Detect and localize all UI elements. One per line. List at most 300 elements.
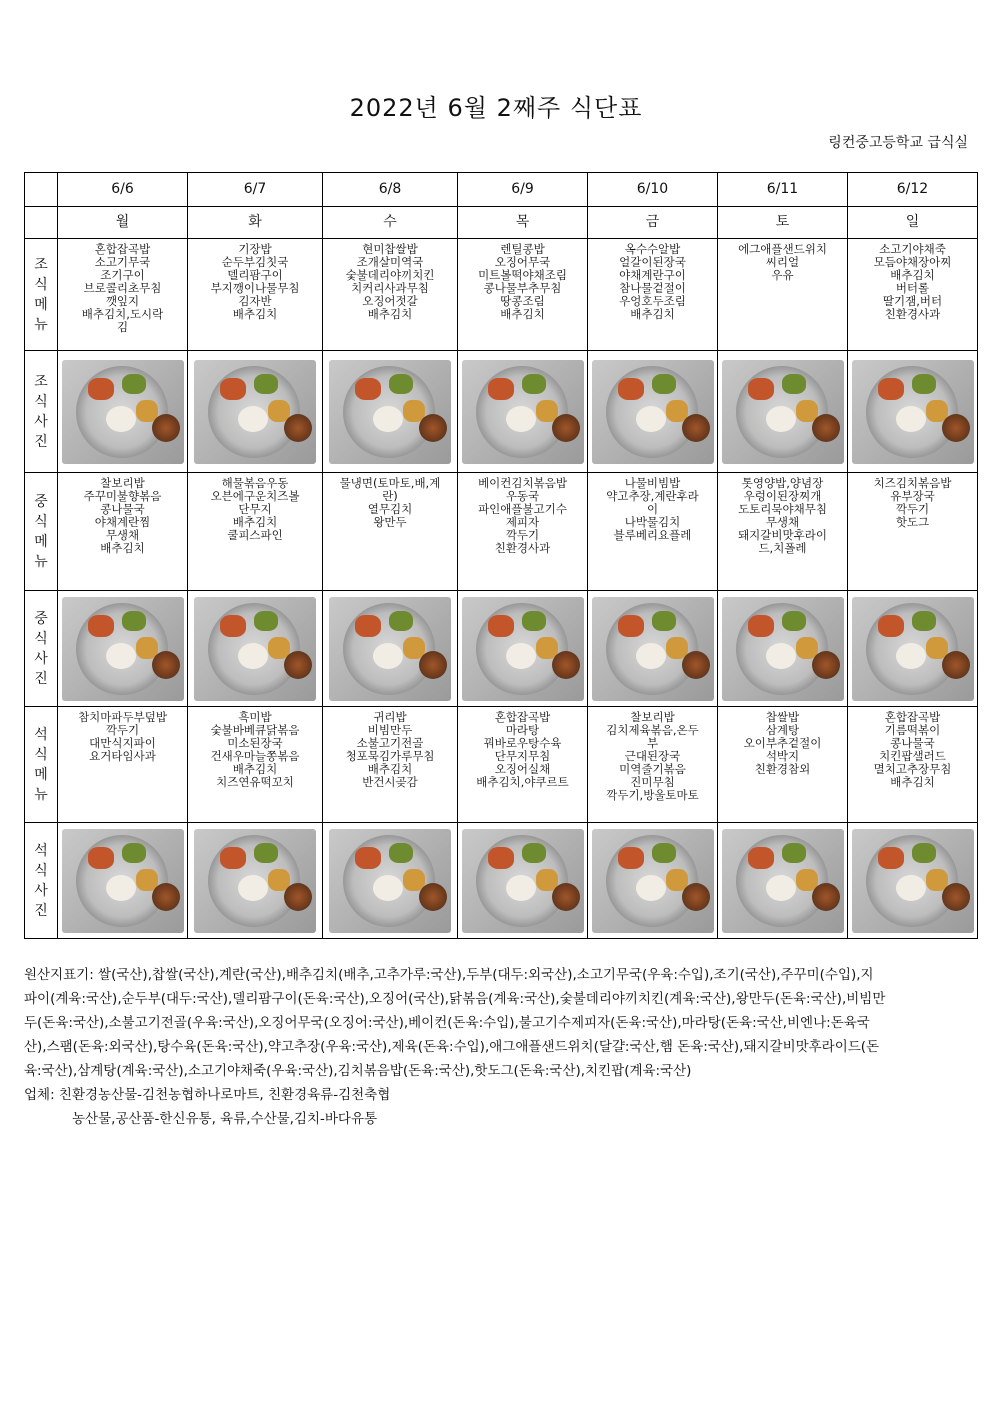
food-rice: [896, 875, 926, 901]
food-soup: [152, 883, 180, 911]
menu-item: 돼지갈비맛후라이: [738, 528, 827, 542]
meal-tray-photo: [329, 597, 451, 701]
menu-item: 깍두기: [505, 528, 540, 542]
food-food2: [652, 611, 676, 631]
meal-tray-photo: [592, 829, 714, 933]
origin-line: 산),스팸(돈육:외국산),탕수육(돈육:국산),약고추장(우육:국산),제육(돈육:수입),애그애플샌드위치(달걀:국산,햄 돈육:국산),돼지갈비맛후라이드(돈: [24, 1039, 880, 1055]
menu-item: 이: [646, 502, 659, 516]
food-food2: [122, 843, 146, 863]
meal-tray-photo: [462, 597, 584, 701]
meal-tray-photo: [592, 360, 714, 464]
menu-item: 제피자: [505, 515, 540, 529]
dinner-photo-cell: [588, 823, 718, 939]
row-label-text: [25, 609, 57, 689]
day-cell: 목: [458, 207, 588, 239]
food-food1: [488, 615, 514, 637]
meal-tray-photo: [852, 360, 974, 464]
row-label-char: 조: [34, 256, 48, 273]
food-rice: [766, 875, 796, 901]
lunch-menu-cell: [58, 473, 188, 591]
menu-item: 미소된장국: [227, 736, 283, 750]
menu-item: 블루베리요플레: [613, 528, 692, 542]
breakfast-menu-row: [25, 239, 978, 351]
food-food2: [912, 374, 936, 394]
lunch-menu-cell: [458, 473, 588, 591]
row-label-char: 뉴: [34, 786, 48, 803]
lunch-photo-cell: [588, 591, 718, 707]
lunch-photo-cell: [458, 591, 588, 707]
menu-item: 오이부추겉절이: [743, 736, 822, 750]
breakfast-photo-cell: [718, 351, 848, 473]
menu-item: 나물비빔밥: [624, 476, 681, 490]
menu-item: 건새우마늘쫑볶음: [210, 749, 300, 763]
menu-item: 도토리묵야채무침: [738, 502, 827, 516]
breakfast-menu-cell: [323, 239, 458, 351]
menu-item: 혼합잡곡밥: [494, 710, 551, 724]
food-soup: [152, 651, 180, 679]
date-cell: 6/7: [188, 173, 323, 207]
menu-item: 소고기야채죽: [879, 242, 946, 256]
row-label-text: [25, 372, 57, 452]
dinner-menu-row: [25, 707, 978, 823]
food-food2: [254, 374, 278, 394]
breakfast-menu-cell: [718, 239, 848, 351]
meal-tray-photo: [462, 360, 584, 464]
food-soup: [552, 414, 580, 442]
menu-item: 근대된장국: [624, 749, 681, 763]
menu-item: 배추김치: [890, 268, 935, 282]
food-food1: [355, 378, 381, 400]
meal-tray-photo: [722, 829, 844, 933]
food-food1: [618, 615, 644, 637]
food-food2: [782, 374, 806, 394]
menu-item: 오징어무국: [494, 255, 551, 269]
food-rice: [636, 643, 666, 669]
food-food1: [88, 615, 114, 637]
lunch-menu-cell: [588, 473, 718, 591]
food-food1: [488, 378, 514, 400]
menu-item: 숯불바베큐닭볶음: [210, 723, 300, 737]
food-soup: [284, 414, 312, 442]
food-soup: [419, 883, 447, 911]
meal-tray-photo: [62, 829, 184, 933]
day-cell: 금: [588, 207, 718, 239]
menu-item: 흑미밥: [238, 710, 272, 724]
meal-tray-photo: [592, 597, 714, 701]
date-cell: 6/12: [848, 173, 978, 207]
menu-item: 혼합잡곡밥: [94, 242, 151, 256]
menu-item: 오징어젓갈: [362, 294, 418, 308]
menu-item: 콩나물국: [100, 502, 145, 516]
menu-item: 석박지: [765, 749, 800, 763]
meal-tray-photo: [329, 360, 451, 464]
menu-item: 멸치고추장무침: [873, 762, 952, 776]
food-soup: [284, 651, 312, 679]
menu-item: 콩나물부추무침: [483, 281, 562, 295]
menu-item: 톳영양밥,양념장: [741, 476, 824, 490]
breakfast-photo-cell: [588, 351, 718, 473]
row-label-char: 사: [34, 413, 48, 430]
menu-item: 딸기잼,버터: [882, 294, 943, 308]
day-cell: 화: [188, 207, 323, 239]
menu-item: 친환경사과: [494, 541, 551, 555]
row-label-char: 식: [34, 276, 48, 293]
menu-item: 기름떡볶이: [884, 723, 941, 737]
food-food1: [88, 378, 114, 400]
row-label-char: 사: [34, 882, 48, 899]
date-cell: 6/6: [58, 173, 188, 207]
breakfast-photo-cell: [323, 351, 458, 473]
row-label-char: 중: [34, 610, 48, 627]
row-label-char: 메: [34, 296, 48, 313]
food-rice: [766, 406, 796, 432]
menu-item: 버터롤: [895, 281, 930, 295]
food-food2: [912, 843, 936, 863]
dinner-photo-cell: [848, 823, 978, 939]
food-food2: [652, 843, 676, 863]
menu-item: 땅콩조림: [500, 294, 545, 308]
food-food1: [618, 847, 644, 869]
food-food1: [748, 615, 774, 637]
row-label-char: 식: [34, 513, 48, 530]
food-food2: [254, 843, 278, 863]
breakfast-menu-cell: [588, 239, 718, 351]
meal-tray-photo: [852, 597, 974, 701]
row-label-char: 중: [34, 493, 48, 510]
menu-item: 귀리밥: [373, 710, 407, 724]
menu-item: 야채계란찜: [94, 515, 151, 529]
menu-item: 참나물겉절이: [619, 281, 686, 295]
dinner-photo-cell: [58, 823, 188, 939]
dinner-photo-row: [25, 823, 978, 939]
row-label-text: [25, 255, 57, 335]
menu-item: 친환경사과: [884, 307, 941, 321]
menu-item: 배추김치: [232, 515, 278, 529]
menu-item: 요거타임사과: [89, 749, 156, 763]
food-food1: [488, 847, 514, 869]
menu-item: 청포묵김가루무침: [345, 749, 435, 763]
breakfast-photo-label: [25, 351, 58, 473]
breakfast-menu-cell: [848, 239, 978, 351]
menu-item: 단무지무침: [494, 749, 551, 763]
menu-item: 오븐에구운치즈볼: [210, 489, 300, 503]
menu-item: 씨리얼: [765, 255, 800, 269]
menu-item: 배추김치: [232, 762, 278, 776]
menu-item: 찰보리밥: [100, 476, 145, 490]
menu-item: 핫도그: [895, 515, 930, 529]
menu-item: 무생채: [105, 528, 140, 542]
menu-item: 비빔만두: [367, 723, 413, 737]
meal-tray-photo: [62, 597, 184, 701]
food-food1: [878, 615, 904, 637]
food-soup: [552, 883, 580, 911]
dinner-photo-cell: [458, 823, 588, 939]
food-food1: [618, 378, 644, 400]
food-rice: [238, 406, 268, 432]
page-title: 2022년 6월 2째주 식단표: [349, 94, 643, 122]
date-row: [25, 173, 978, 207]
menu-item: 삼계탕: [765, 723, 800, 737]
school-name: 링컨중고등학교 급식실: [828, 135, 968, 151]
food-soup: [682, 883, 710, 911]
row-label-char: 식: [34, 393, 48, 410]
food-rice: [373, 875, 403, 901]
food-food2: [782, 843, 806, 863]
food-rice: [106, 406, 136, 432]
dinner-photo-cell: [718, 823, 848, 939]
food-food2: [522, 843, 546, 863]
row-label-char: 조: [34, 373, 48, 390]
menu-item: 배추김치: [232, 307, 278, 321]
date-cell: 6/9: [458, 173, 588, 207]
food-food2: [389, 611, 413, 631]
menu-item: 마라탕: [505, 723, 540, 737]
dinner-photo-cell: [323, 823, 458, 939]
food-food2: [782, 611, 806, 631]
meal-tray-photo: [329, 829, 451, 933]
row-label-char: 메: [34, 533, 48, 550]
food-food1: [748, 378, 774, 400]
menu-table: [24, 172, 978, 939]
menu-item: 무생채: [765, 515, 800, 529]
lunch-photo-cell: [323, 591, 458, 707]
food-rice: [636, 406, 666, 432]
menu-item: 김: [116, 320, 129, 334]
menu-item: 단무지: [238, 502, 272, 516]
breakfast-menu-label: [25, 239, 58, 351]
food-rice: [106, 643, 136, 669]
menu-item: 모듬야채장아찌: [873, 255, 952, 269]
menu-item: 꿔바로우탕수육: [483, 736, 562, 750]
menu-item: 에그애플샌드위치: [738, 242, 827, 256]
menu-item: 깻잎지: [105, 294, 140, 308]
lunch-menu-cell: [848, 473, 978, 591]
food-rice: [506, 643, 536, 669]
menu-item: 약고추장,계란후라: [606, 489, 699, 503]
lunch-menu-cell: [323, 473, 458, 591]
food-soup: [942, 651, 970, 679]
breakfast-photo-cell: [848, 351, 978, 473]
menu-item: 유부장국: [890, 489, 935, 503]
menu-item: 드,치폴레: [758, 541, 807, 555]
meal-tray-photo: [852, 829, 974, 933]
menu-item: 현미찹쌀밥: [362, 242, 418, 256]
meal-tray-photo: [194, 360, 316, 464]
food-food1: [878, 378, 904, 400]
food-rice: [636, 875, 666, 901]
food-food2: [122, 374, 146, 394]
food-food1: [220, 615, 246, 637]
date-cell: 6/10: [588, 173, 718, 207]
menu-item: 진미무침: [630, 775, 675, 789]
dinner-menu-cell: [58, 707, 188, 823]
menu-item: 혼합잡곡밥: [884, 710, 941, 724]
food-rice: [506, 875, 536, 901]
row-label-char: 진: [34, 433, 48, 450]
lunch-photo-cell: [848, 591, 978, 707]
menu-item: 소고기무국: [94, 255, 151, 269]
menu-item: 물냉면(토마토,배,계: [339, 476, 441, 490]
food-soup: [419, 414, 447, 442]
menu-item: 나박물김치: [624, 515, 681, 529]
menu-item: 숯불데리야끼치킨: [345, 268, 435, 282]
breakfast-photo-cell: [188, 351, 323, 473]
food-soup: [152, 414, 180, 442]
row-label-char: 식: [34, 862, 48, 879]
menu-item: 조개살미역국: [356, 255, 424, 269]
corner-cell: [25, 207, 58, 239]
food-soup: [812, 651, 840, 679]
menu-item: 배추김치: [890, 775, 935, 789]
food-rice: [238, 643, 268, 669]
food-food2: [652, 374, 676, 394]
origin-line: 두(돈육:국산),소불고기전골(우육:국산),오징어무국(오징어:국산),베이컨(돈육:수입),불고기수제피자(돈육:국산),마라탕(돈육:국산,비엔나:돈육국: [24, 1015, 870, 1031]
menu-item: 델리팜구이: [227, 268, 283, 282]
menu-item: 우엉호두조림: [619, 294, 686, 308]
food-soup: [812, 414, 840, 442]
meal-tray-photo: [194, 597, 316, 701]
food-food1: [878, 847, 904, 869]
menu-item: 왕만두: [373, 515, 407, 529]
meal-tray-photo: [722, 360, 844, 464]
meal-tray-photo: [194, 829, 316, 933]
menu-item: 치즈연유떡꼬치: [216, 775, 294, 789]
food-food1: [748, 847, 774, 869]
menu-item: 배추김치: [367, 762, 413, 776]
row-label-char: 뉴: [34, 316, 48, 333]
menu-item: 조기구이: [100, 268, 145, 282]
food-food2: [122, 611, 146, 631]
menu-item: 치즈김치볶음밥: [873, 476, 952, 490]
menu-item: 쿨피스파인: [227, 528, 283, 542]
lunch-photo-row: [25, 591, 978, 707]
menu-item: 기장밥: [238, 242, 272, 256]
food-soup: [552, 651, 580, 679]
meal-tray-photo: [462, 829, 584, 933]
menu-item: 치킨팝샐러드: [879, 749, 946, 763]
day-cell: 수: [323, 207, 458, 239]
dinner-menu-cell: [588, 707, 718, 823]
row-label-char: 식: [34, 630, 48, 647]
menu-item: 우렁이된장찌개: [743, 489, 822, 503]
menu-item: 배추김치: [630, 307, 675, 321]
food-food2: [522, 611, 546, 631]
dinner-menu-cell: [188, 707, 323, 823]
row-label-char: 석: [34, 842, 48, 859]
food-food2: [522, 374, 546, 394]
food-soup: [682, 651, 710, 679]
lunch-photo-cell: [58, 591, 188, 707]
food-rice: [373, 406, 403, 432]
menu-item: 부: [646, 736, 659, 750]
menu-item: 소불고기전골: [356, 736, 424, 750]
menu-item: 우동국: [505, 489, 540, 503]
menu-item: 미역줄기볶음: [619, 762, 686, 776]
food-food1: [220, 847, 246, 869]
food-soup: [812, 883, 840, 911]
food-rice: [373, 643, 403, 669]
food-rice: [106, 875, 136, 901]
menu-item: 미트볼떡야채조림: [478, 268, 567, 282]
food-food1: [88, 847, 114, 869]
food-food2: [912, 611, 936, 631]
row-label-text: [25, 841, 57, 921]
food-rice: [896, 643, 926, 669]
dinner-photo-cell: [188, 823, 323, 939]
menu-item: 순두부김칫국: [221, 255, 289, 269]
menu-item: 배추김치: [100, 541, 145, 555]
menu-item: 얼갈이된장국: [619, 255, 686, 269]
food-soup: [284, 883, 312, 911]
row-label-text: [25, 725, 57, 805]
menu-item: 부지깽이나물무침: [210, 281, 300, 295]
day-row: [25, 207, 978, 239]
menu-item: 베이컨김치볶음밥: [478, 476, 567, 490]
menu-item: 야채계란구이: [619, 268, 686, 282]
meal-tray-photo: [722, 597, 844, 701]
row-label-char: 진: [34, 670, 48, 687]
food-food2: [254, 611, 278, 631]
menu-item: 해물볶음우동: [221, 476, 289, 490]
lunch-menu-label: [25, 473, 58, 591]
dinner-menu-cell: [718, 707, 848, 823]
food-rice: [766, 643, 796, 669]
food-rice: [506, 406, 536, 432]
dinner-photo-label: [25, 823, 58, 939]
origin-line: 원산지표기: 쌀(국산),찹쌀(국산),계란(국산),배추김치(배추,고추가루:국산),두부(대두:외국산),소고기무국(우육:수입),조기(국산),주꾸미(수입),지: [24, 967, 874, 983]
menu-item: 찹쌀밥: [765, 710, 800, 724]
menu-item: 우유: [771, 268, 794, 282]
menu-item: 란): [382, 489, 398, 503]
breakfast-menu-cell: [458, 239, 588, 351]
menu-item: 깍두기,방울토마토: [606, 788, 699, 802]
date-cell: 6/11: [718, 173, 848, 207]
menu-item: 렌틸콩밥: [500, 242, 545, 256]
menu-item: 열무김치: [367, 502, 413, 516]
menu-item: 참치마파두부덮밥: [78, 710, 167, 724]
corner-cell: [25, 173, 58, 207]
food-rice: [238, 875, 268, 901]
day-cell: 월: [58, 207, 188, 239]
row-label-char: 석: [34, 726, 48, 743]
origin-line: 육:국산),삼계탕(계육:국산),소고기야채죽(우육:국산),김치볶음밥(돈육:국산),핫도그(돈육:국산),치킨팝(계육:국산): [24, 1063, 692, 1079]
lunch-menu-cell: [718, 473, 848, 591]
menu-item: 브로콜리초무침: [83, 281, 162, 295]
origin-line: 파이(계육:국산),순두부(대두:국산),델리팜구이(돈육:국산),오징어(국산),닭볶음(계육:국산),숯불데리야끼치킨(계육:국산),왕만두(돈육:국산),비빔만: [24, 991, 886, 1007]
menu-item: 깍두기: [895, 502, 930, 516]
day-cell: 일: [848, 207, 978, 239]
food-food1: [355, 615, 381, 637]
notes-section: [24, 963, 972, 1131]
dinner-menu-cell: [848, 707, 978, 823]
row-label-char: 사: [34, 650, 48, 667]
menu-item: 배추김치,도시락: [81, 307, 164, 321]
dinner-menu-label: [25, 707, 58, 823]
menu-item: 깍두기: [105, 723, 140, 737]
menu-item: 콩나물국: [890, 736, 935, 750]
lunch-photo-label: [25, 591, 58, 707]
origin-labels: [24, 963, 972, 1083]
food-food2: [389, 843, 413, 863]
lunch-photo-cell: [188, 591, 323, 707]
breakfast-menu-cell: [58, 239, 188, 351]
food-food2: [389, 374, 413, 394]
lunch-photo-cell: [718, 591, 848, 707]
lunch-menu-cell: [188, 473, 323, 591]
menu-item: 파인애플불고기수: [478, 502, 567, 516]
breakfast-photo-row: [25, 351, 978, 473]
row-label-char: 메: [34, 766, 48, 783]
